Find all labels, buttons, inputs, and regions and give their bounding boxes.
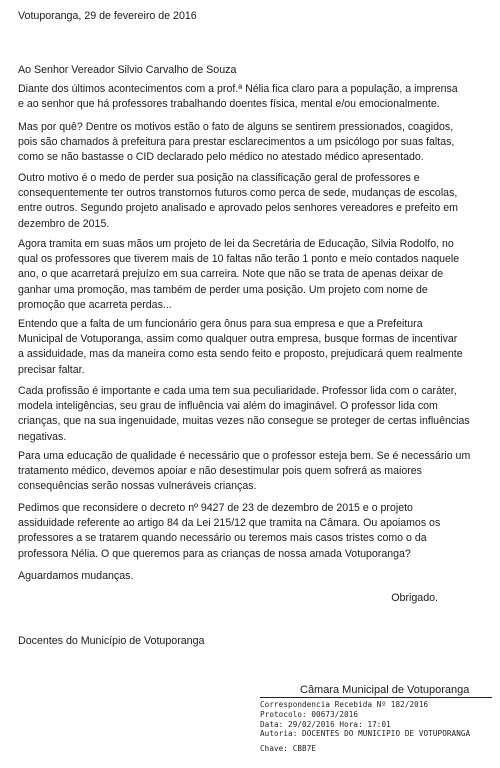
stamp-protocol-line: Protocolo: 00673/2016 [260,710,359,719]
paragraph-1 [18,82,458,112]
paragraph-line: a assiduidade, mas da maneira como esta sendo feito e proposto, prejudicará quem realmente [18,348,463,361]
stamp-author-line: Autoria: DOCENTES DO MUNICIPIO DE VOTUPORANGA [260,729,471,738]
paragraph-line: dezembro de 2015. [18,217,110,230]
paragraph-line: consequências serão nossas vulneráveis crianças. [18,480,257,493]
paragraph-line: Agora tramita em suas mãos um projeto de lei da Secretária de Educação, Silvia Rodolfo, no [18,238,454,250]
paragraph-line: ano, o que acarretará prejuízo em sua carreira. Note que não se trata de apenas deixar de [18,268,444,281]
stamp-receipt-line: Correspondencia Recebida Nº 182/2016 [260,700,429,709]
paragraph-2 [18,120,454,166]
paragraph-line: professora Nélia. O que queremos para as crianças de nossa amada Votuporanga? [18,547,411,560]
addressee: Ao Senhor Vereador Silvio Carvalho de Souza [18,64,237,76]
paragraph-line: Diante dos últimos acontecimentos com a prof.ª Nélia fica claro para a população, a imprensa [18,83,458,95]
paragraph-line: e ao senhor que há professores trabalhando doentes física, mental e/ou emocionalmente. [18,98,440,111]
paragraph-line: negativas. [18,430,67,443]
paragraph-line: Para uma educação de qualidade é necessário que o professor esteja bem. Se é necessário um [18,450,471,462]
paragraph-line: crianças, que na sua ingenuidade, muitas vezes não consegue se proteger de certas influências [18,415,470,428]
stamp-date-line: Data: 29/02/2016 Hora: 17:01 [260,720,391,729]
paragraph-line: Entendo que a falta de um funcionário gera ônus para sua empresa e que a Prefeitura [18,318,423,330]
paragraph-line: professores a se tratarem quando necessário ou teremos mais casos tristes como o da [18,532,427,545]
paragraph-line: Mas por quê? Dentre os motivos estão o fato de alguns se sentirem pressionados, coagidos, [18,121,454,133]
stamp-title: Câmara Municipal de Votuporanga [300,684,470,696]
paragraph-7 [18,449,470,495]
paragraph-3 [18,171,458,232]
paragraph-line: Cada profissão é importante e cada uma tem sua peculiaridade. Professor lida com o caráter, [18,385,457,397]
protocol-stamp [260,684,492,764]
closing-waiting: Aguardamos mudanças. [18,570,134,582]
paragraph-line: qual os professores que tiverem mais de 10 faltas não terão 1 ponto e meio contados naquele [18,253,460,266]
paragraph-line: precisar faltar. [18,363,85,376]
paragraph-line: pois são chamados à prefeitura para prestar esclarecimentos a um psicólogo por suas faltas, [18,136,455,149]
stamp-divider [260,697,492,698]
paragraph-line: Outro motivo é o medo de perder sua posição na classificação geral de professores e [18,172,420,184]
paragraph-line: tratamento médico, devemos apoiar e não desestimular pois quem sofrerá as maiores [18,465,422,478]
paragraph-4 [18,237,459,313]
stamp-key-line: Chave: CBB7E [260,744,317,753]
paragraph-line: como se não bastasse o CID declarado pelo médico no atestado médico apresentado. [18,151,424,164]
signature: Docentes do Município de Votuporanga [18,635,205,647]
paragraph-line: consequentemente ter outros transtornos futuros como perca de sede, mudanças de escolas, [18,187,458,200]
paragraph-5 [18,317,463,378]
paragraph-line: promoção que acarreta perdas... [18,298,172,311]
paragraph-6 [18,384,470,445]
paragraph-line: entre outros. Segundo projeto analisado e aprovado pelos senhores vereadores e prefeito em [18,202,458,215]
paragraph-line: Pedimos que reconsidere o decreto nº 9427 de 23 de dezembro de 2015 e o projeto [18,502,413,514]
paragraph-line: modela inteligências, seu grau de influência vai além do imaginável. O professor lida com [18,400,438,413]
paragraph-line: Municipal de Votuporanga, assim como qualquer outra empresa, busque formas de incentivar [18,333,458,346]
paragraph-line: assiduidade referente ao artigo 84 da Lei 215/12 que tramita na Câmara. Ou apoiamos os [18,517,441,530]
closing-thanks: Obrigado. [391,592,438,604]
paragraph-line: ganhar uma promoção, mas também de perder uma posição. Um projeto com nome de [18,283,428,296]
paragraph-8 [18,501,440,562]
date-line: Votuporanga, 29 de fevereiro de 2016 [18,10,197,22]
